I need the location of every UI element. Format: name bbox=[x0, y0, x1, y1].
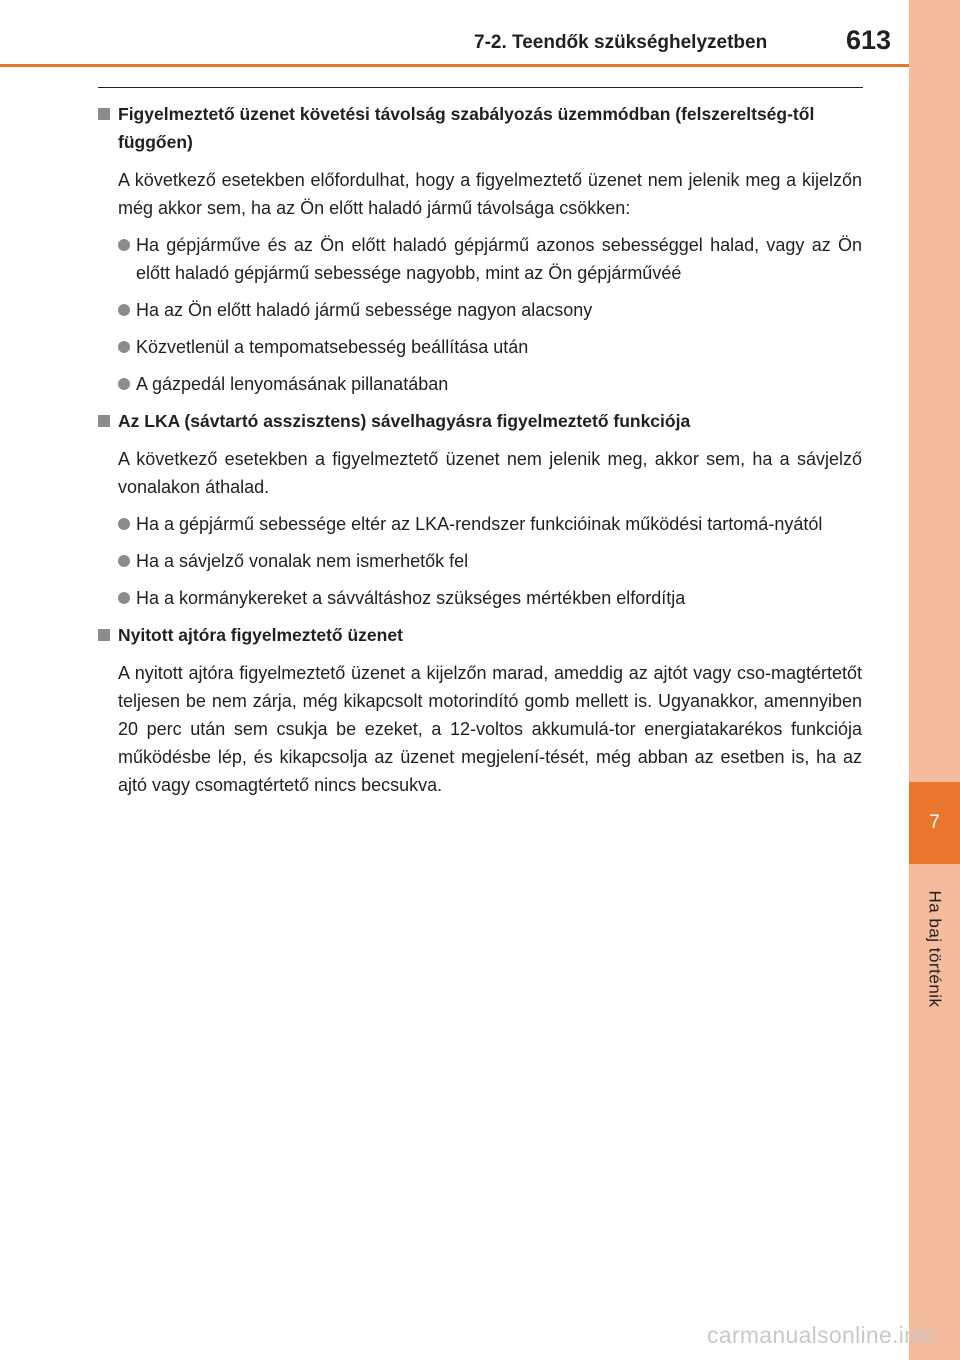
list-item-text: Ha a sávjelző vonalak nem ismerhetők fel bbox=[136, 551, 469, 571]
chapter-title-label: Ha baj történik bbox=[925, 890, 945, 1008]
list-item-text: A gázpedál lenyomásának pillanatában bbox=[136, 374, 449, 394]
chapter-title-vertical bbox=[909, 876, 960, 1022]
square-bullet-icon bbox=[98, 108, 110, 120]
round-bullet-icon bbox=[118, 239, 130, 251]
round-bullet-icon bbox=[118, 304, 130, 316]
watermark-link[interactable]: carmanualsonline.info bbox=[707, 1322, 938, 1348]
list-item-text: Ha az Ön előtt haladó jármű sebessége nagyon alacsony bbox=[136, 300, 593, 320]
list-item bbox=[98, 547, 862, 575]
section-heading-text: Nyitott ajtóra figyelmeztető üzenet bbox=[118, 625, 403, 645]
list-item-text: Ha a gépjármű sebessége eltér az LKA-rendszer funkcióinak működési tartomá-nyától bbox=[136, 514, 823, 534]
header-accent-rule bbox=[0, 64, 909, 67]
chapter-side-band bbox=[909, 0, 960, 1360]
list-item bbox=[98, 296, 862, 324]
list-item bbox=[98, 510, 862, 538]
section-heading-text: Az LKA (sávtartó asszisztens) sávelhagyásra figyelmeztető funkciója bbox=[118, 411, 691, 431]
section-paragraph: A következő esetekben a figyelmeztető üzenet nem jelenik meg, akkor sem, ha a sávjelző vonalakon áthalad. bbox=[118, 449, 862, 497]
square-bullet-icon bbox=[98, 415, 110, 427]
square-bullet-icon bbox=[98, 629, 110, 641]
list-item bbox=[98, 333, 862, 361]
list-item bbox=[98, 584, 862, 612]
section-heading bbox=[98, 100, 862, 156]
content-top-rule bbox=[98, 87, 863, 88]
round-bullet-icon bbox=[118, 555, 130, 567]
section-paragraph: A nyitott ajtóra figyelmeztető üzenet a kijelzőn marad, ameddig az ajtót vagy cso-magtértetőt teljesen be nem zárja, még kikapcsolt motorindító gomb mellett is. Ugyanakkor, amennyiben 20 perc után sem csukja be ezeket, a 12-voltos akkumulá-tor energiatakarékos funkciója működésbe lép, és kikapcsolja az üzenet megjelení-tését, még abban az esetben is, ha az ajtó vagy csomagtértető nincs becsukva. bbox=[118, 663, 862, 795]
header-section-title: 7-2. Teendők szükséghelyzetben bbox=[474, 32, 768, 53]
section-heading-text: Figyelmeztető üzenet követési távolság szabályozás üzemmódban (felszereltség-től függően) bbox=[118, 104, 815, 152]
list-item-text: Ha a kormánykereket a sávváltáshoz szükséges mértékben elfordítja bbox=[136, 588, 686, 608]
list-item-text: Ha gépjárműve és az Ön előtt haladó gépjármű azonos sebességgel halad, vagy az Ön előtt haladó gépjármű sebessége nagyobb, mint az Ön gépjárművéé bbox=[136, 235, 862, 283]
page-number: 613 bbox=[846, 25, 892, 55]
page-body bbox=[98, 100, 862, 808]
round-bullet-icon bbox=[118, 592, 130, 604]
section-heading bbox=[98, 621, 862, 649]
round-bullet-icon bbox=[118, 518, 130, 530]
round-bullet-icon bbox=[118, 378, 130, 390]
round-bullet-icon bbox=[118, 341, 130, 353]
section-paragraph: A következő esetekben előfordulhat, hogy a figyelmeztető üzenet nem jelenik meg a kijelzőn még akkor sem, ha az Ön előtt haladó jármű távolsága csökken: bbox=[118, 170, 862, 218]
section-heading bbox=[98, 407, 862, 435]
list-item bbox=[98, 231, 862, 287]
chapter-number-tab: 7 bbox=[909, 782, 960, 864]
list-item bbox=[98, 370, 862, 398]
list-item-text: Közvetlenül a tempomatsebesség beállítása után bbox=[136, 337, 529, 357]
